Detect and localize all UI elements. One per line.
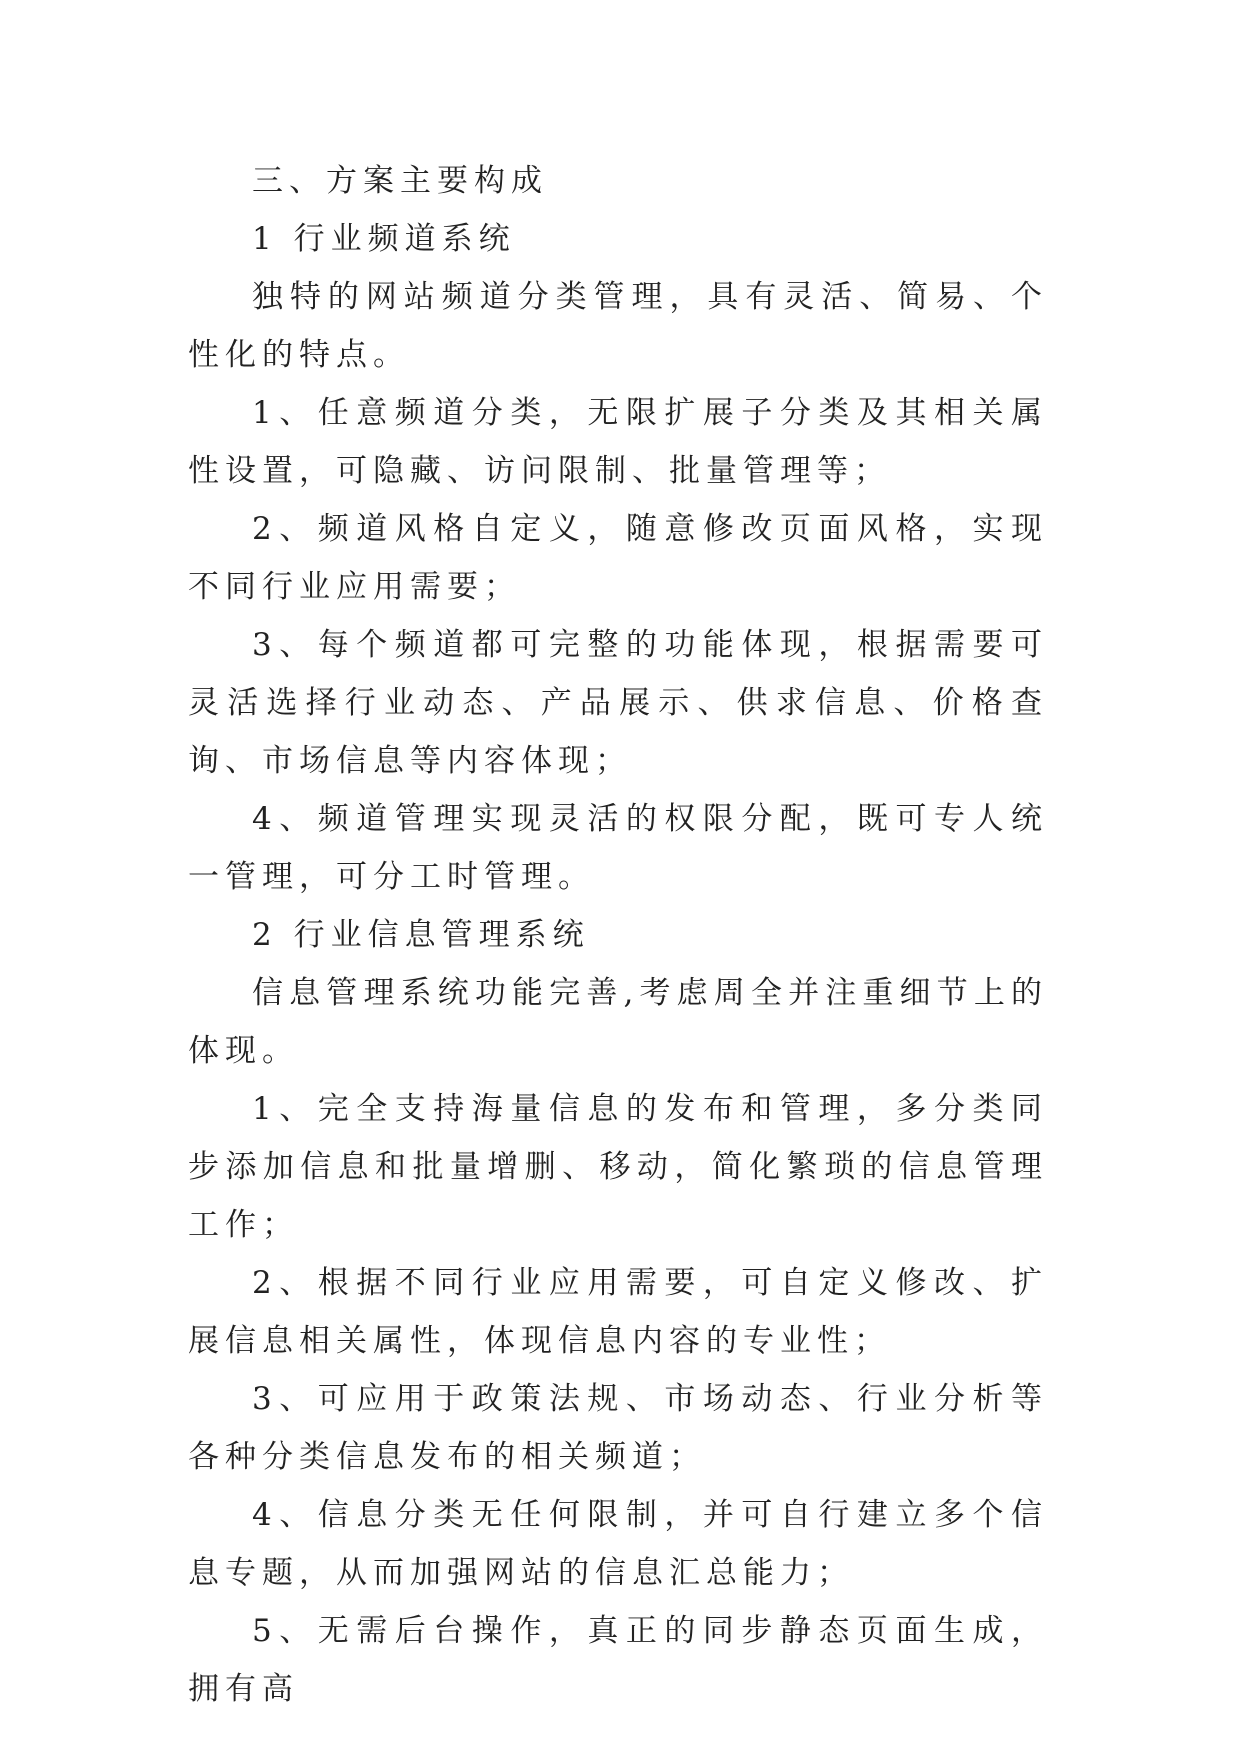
subsection-heading: 1 行业频道系统 [252,221,516,257]
paragraph: 信息管理系统功能完善,考虑周全并注重细节上的体现。 [188,975,1048,1069]
document-body [188,152,1048,1718]
list-item: 3、可应用于政策法规、市场动态、行业分析等各种分类信息发布的相关频道； [188,1381,1048,1475]
list-item: 4、频道管理实现灵活的权限分配，既可专人统一管理，可分工时管理。 [188,801,1048,895]
list-item: 2、频道风格自定义，随意修改页面风格，实现不同行业应用需要； [188,511,1048,605]
section-heading: 三、方案主要构成 [252,163,548,199]
paragraph: 独特的网站频道分类管理，具有灵活、简易、个性化的特点。 [188,279,1048,373]
list-item: 1、任意频道分类，无限扩展子分类及其相关属性设置，可隐藏、访问限制、批量管理等； [188,395,1048,489]
list-item: 1、完全支持海量信息的发布和管理，多分类同步添加信息和批量增删、移动，简化繁琐的信息管理工作； [188,1091,1048,1243]
list-item: 3、每个频道都可完整的功能体现，根据需要可灵活选择行业动态、产品展示、供求信息、价格查询、市场信息等内容体现； [188,627,1048,779]
list-item: 4、信息分类无任何限制，并可自行建立多个信息专题，从而加强网站的信息汇总能力； [188,1497,1048,1591]
subsection-heading: 2 行业信息管理系统 [252,917,590,953]
list-item: 5、无需后台操作，真正的同步静态页面生成，拥有高 [188,1613,1048,1707]
list-item: 2、根据不同行业应用需要，可自定义修改、扩展信息相关属性，体现信息内容的专业性； [188,1265,1048,1359]
